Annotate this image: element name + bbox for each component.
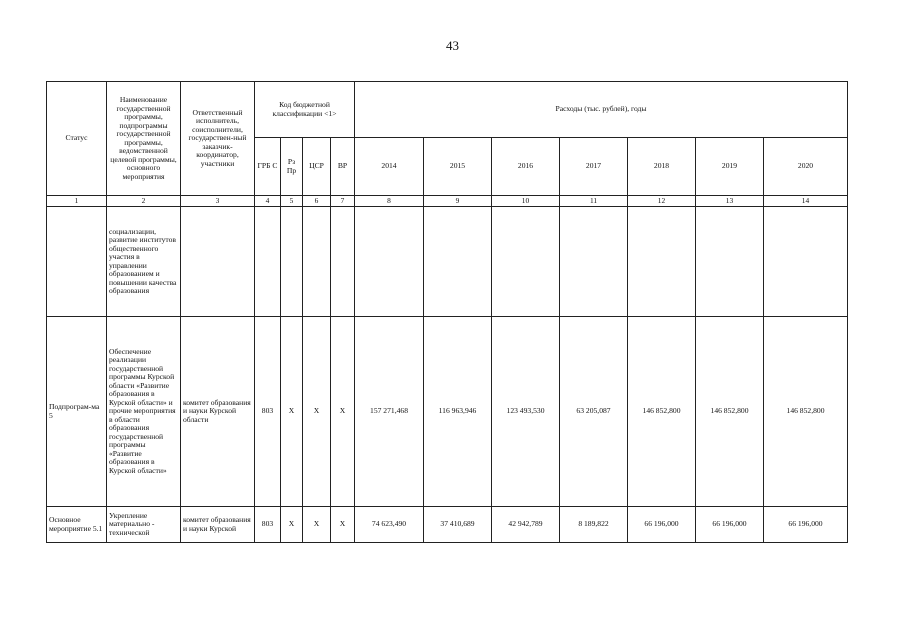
budget-table (46, 81, 848, 543)
column-number: 2 (107, 196, 181, 207)
row-name: Обеспечение реализации государственной программы Курской области «Развитие образования в Курской области» и прочие мероприятия в области образования государственной программы «Развитие образования в Курской области» (107, 317, 181, 507)
row-value (628, 207, 696, 317)
row-value: 42 942,789 (492, 507, 560, 543)
row-value: 37 410,689 (424, 507, 492, 543)
column-number: 6 (303, 196, 331, 207)
row-vr: Х (331, 317, 355, 507)
column-number: 11 (560, 196, 628, 207)
row-value: 66 196,000 (696, 507, 764, 543)
row-value: 63 205,087 (560, 317, 628, 507)
header-year: 2015 (424, 138, 492, 196)
row-value (560, 207, 628, 317)
row-value (764, 207, 848, 317)
table-row (47, 317, 848, 507)
row-grbs: 803 (255, 507, 281, 543)
row-value: 146 852,800 (628, 317, 696, 507)
column-number: 9 (424, 196, 492, 207)
header-row-top (47, 82, 848, 138)
column-number: 10 (492, 196, 560, 207)
column-number: 14 (764, 196, 848, 207)
row-vr: Х (331, 507, 355, 543)
row-responsible: комитет образования и науки Курской области (181, 317, 255, 507)
column-number: 7 (331, 196, 355, 207)
row-responsible: комитет образования и науки Курской (181, 507, 255, 543)
column-number: 12 (628, 196, 696, 207)
row-csr (303, 207, 331, 317)
row-value: 74 623,490 (355, 507, 424, 543)
row-value: 157 271,468 (355, 317, 424, 507)
header-year: 2018 (628, 138, 696, 196)
header-expenses: Расходы (тыс. рублей), годы (355, 82, 848, 138)
table-row (47, 207, 848, 317)
header-responsible: Ответственный исполнитель, соисполнители, государствен-ный заказчик-координатор, участники (181, 82, 255, 196)
row-value (424, 207, 492, 317)
row-vr (331, 207, 355, 317)
row-status: Основное мероприятие 5.1 (47, 507, 107, 543)
header-year: 2016 (492, 138, 560, 196)
row-value (696, 207, 764, 317)
header-csr: ЦСР (303, 138, 331, 196)
row-value: 116 963,946 (424, 317, 492, 507)
header-rzpr: Рз Пр (281, 138, 303, 196)
header-year: 2020 (764, 138, 848, 196)
row-csr: Х (303, 317, 331, 507)
header-year: 2017 (560, 138, 628, 196)
row-value: 123 493,530 (492, 317, 560, 507)
row-name: социализации, развитие институтов общественного участия в управлении образованием и повышении качества образования (107, 207, 181, 317)
row-value (355, 207, 424, 317)
column-number: 3 (181, 196, 255, 207)
row-value: 66 196,000 (628, 507, 696, 543)
row-value: 8 189,822 (560, 507, 628, 543)
page-number: 43 (446, 38, 459, 53)
row-value (492, 207, 560, 317)
header-vr: ВР (331, 138, 355, 196)
row-responsible (181, 207, 255, 317)
header-budget-code: Код бюджетной классификации <1> (255, 82, 355, 138)
row-csr: Х (303, 507, 331, 543)
column-number: 13 (696, 196, 764, 207)
header-status: Статус (47, 82, 107, 196)
row-status (47, 207, 107, 317)
row-rzpr: Х (281, 507, 303, 543)
row-name: Укрепление материально - технической (107, 507, 181, 543)
column-number: 8 (355, 196, 424, 207)
column-number: 4 (255, 196, 281, 207)
header-year: 2014 (355, 138, 424, 196)
row-rzpr: Х (281, 317, 303, 507)
row-rzpr (281, 207, 303, 317)
row-grbs (255, 207, 281, 317)
column-number-row (47, 196, 848, 207)
row-value: 66 196,000 (764, 507, 848, 543)
column-number: 1 (47, 196, 107, 207)
row-value: 146 852,800 (764, 317, 848, 507)
row-value: 146 852,800 (696, 317, 764, 507)
column-number: 5 (281, 196, 303, 207)
header-year: 2019 (696, 138, 764, 196)
table-row (47, 507, 848, 543)
row-status: Подпрограм-ма 5 (47, 317, 107, 507)
header-name: Наименование государственной программы, подпрограммы государственной программы, ведомственной целевой программы, основного мероприятия (107, 82, 181, 196)
header-grbs: ГРБ С (255, 138, 281, 196)
row-grbs: 803 (255, 317, 281, 507)
